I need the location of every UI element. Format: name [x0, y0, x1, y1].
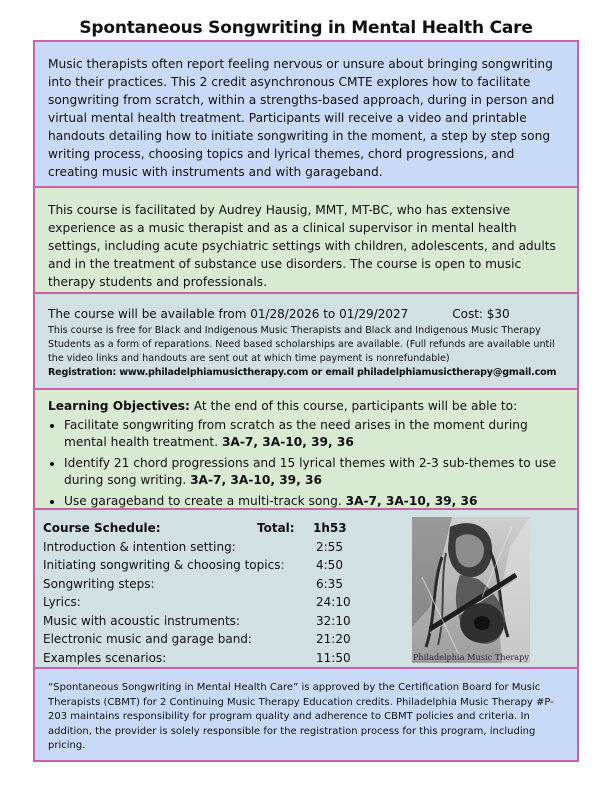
schedule-row-time: 2:55 [316, 539, 343, 554]
objective-item [64, 455, 567, 489]
objective-item [64, 417, 567, 451]
schedule-row-time: 4:50 [316, 558, 343, 572]
schedule-row-time: 24:10 [316, 595, 351, 609]
objectives-list [48, 417, 567, 510]
facilitator-panel [33, 186, 579, 294]
objectives-panel [33, 388, 579, 510]
schedule-row [43, 630, 361, 649]
objective-codes: 3A-7, 3A-10, 39, 36 [221, 435, 354, 449]
schedule-row-time: 11:50 [316, 650, 351, 665]
schedule-row-label: Introduction & intention setting: [43, 539, 236, 554]
schedule-row-time: 21:20 [316, 632, 351, 646]
schedule-header-row [43, 519, 361, 538]
approval-panel [33, 667, 579, 762]
schedule-row [43, 612, 361, 631]
guitarist-photo [412, 517, 530, 663]
intro-panel [33, 40, 579, 188]
schedule-heading: Course Schedule: [43, 521, 161, 535]
intro-text: Music therapists often report feeling nervous or unsure about bringing songwriting into their practices. This 2 credit asynchronous CMTE explores how to facilitate songwriting from scratch, within a strengths-based approach, during in person and virtual mental health treatment. Participants will receive a video and printable handouts detailing how to initiate songwriting in the moment, a step by step song writing process, choosing topics and lyrical themes, chord progressions, and creating music with instruments and with garageband. [48, 57, 555, 179]
objectives-header [48, 398, 567, 415]
objective-codes: 3A-7, 3A-10, 39, 36 [345, 494, 478, 508]
schedule-row-label: Examples scenarios: [43, 650, 167, 665]
schedule-row [43, 556, 361, 575]
schedule-table [43, 519, 361, 667]
registration-text: Registration: www.philadelphiamusictherapy.com or email philadelphiamusictherapy@gmail.com [48, 367, 557, 378]
schedule-row-label: Songwriting steps: [43, 576, 155, 591]
schedule-row-time: 6:35 [316, 576, 343, 591]
total-time: 1h53 [313, 521, 347, 535]
total-label: Total: [257, 521, 295, 535]
objective-codes: 3A-7, 3A-10, 39, 36 [190, 473, 322, 487]
schedule-row [43, 649, 361, 668]
photo-caption: Philadelphia Music Therapy [412, 652, 530, 662]
schedule-row-label: Electronic music and garage band: [43, 632, 252, 646]
objectives-heading: Learning Objectives: [48, 399, 190, 413]
objective-text: Facilitate songwriting from scratch as the need arises in the moment during mental health treatment. [64, 418, 528, 449]
availability-row [48, 306, 567, 322]
schedule-row [43, 593, 361, 612]
schedule-row-label: Initiating songwriting & choosing topics: [43, 558, 285, 572]
schedule-panel [33, 508, 579, 669]
objective-text: Identify 21 chord progressions and 15 lyrical themes with 2-3 sub-themes to use during song writing. [64, 456, 557, 487]
schedule-row-label: Music with acoustic instruments: [43, 613, 240, 628]
schedule-row-time: 32:10 [316, 613, 351, 628]
schedule-row [43, 575, 361, 594]
availability-panel [33, 292, 579, 390]
facilitator-text: This course is facilitated by Audrey Hausig, MMT, MT-BC, who has extensive experience as a music therapist and as a clinical supervisor in mental health settings, including acute psychiatric settings with children, adolescents, and adults and in the treatment of substance use disorders. The course is open to music therapy students and professionals. [48, 203, 556, 289]
schedule-row [43, 538, 361, 557]
approval-text: “Spontaneous Songwriting in Mental Health Care” is approved by the Certification Board for Music Therapists (CBMT) for 2 Continuing Music Therapy Education credits. Philadelphia Music Therapy #P-203 maintains responsibility for program quality and adherence to CBMT policies and criteria. In addition, the provider is solely responsible for the registration process for this program, including pricing. [48, 682, 554, 751]
page-title: Spontaneous Songwriting in Mental Health Care [79, 18, 533, 38]
scholarship-text: This course is free for Black and Indigenous Music Therapists and Black and Indigenous Music Therapy Students as a form of reparations. Need based scholarships are available. (Full refunds are available until the video links and handouts are sent out at which time payment is nonrefundable) [48, 325, 555, 364]
schedule-row-label: Lyrics: [43, 595, 81, 609]
availability-dates: The course will be available from 01/28/2026 to 01/29/2027 [48, 307, 409, 321]
cost-label: Cost: $30 [452, 307, 510, 321]
objective-text: Use garageband to create a multi-track song. [64, 494, 346, 508]
objectives-intro: At the end of this course, participants will be able to: [189, 399, 518, 413]
